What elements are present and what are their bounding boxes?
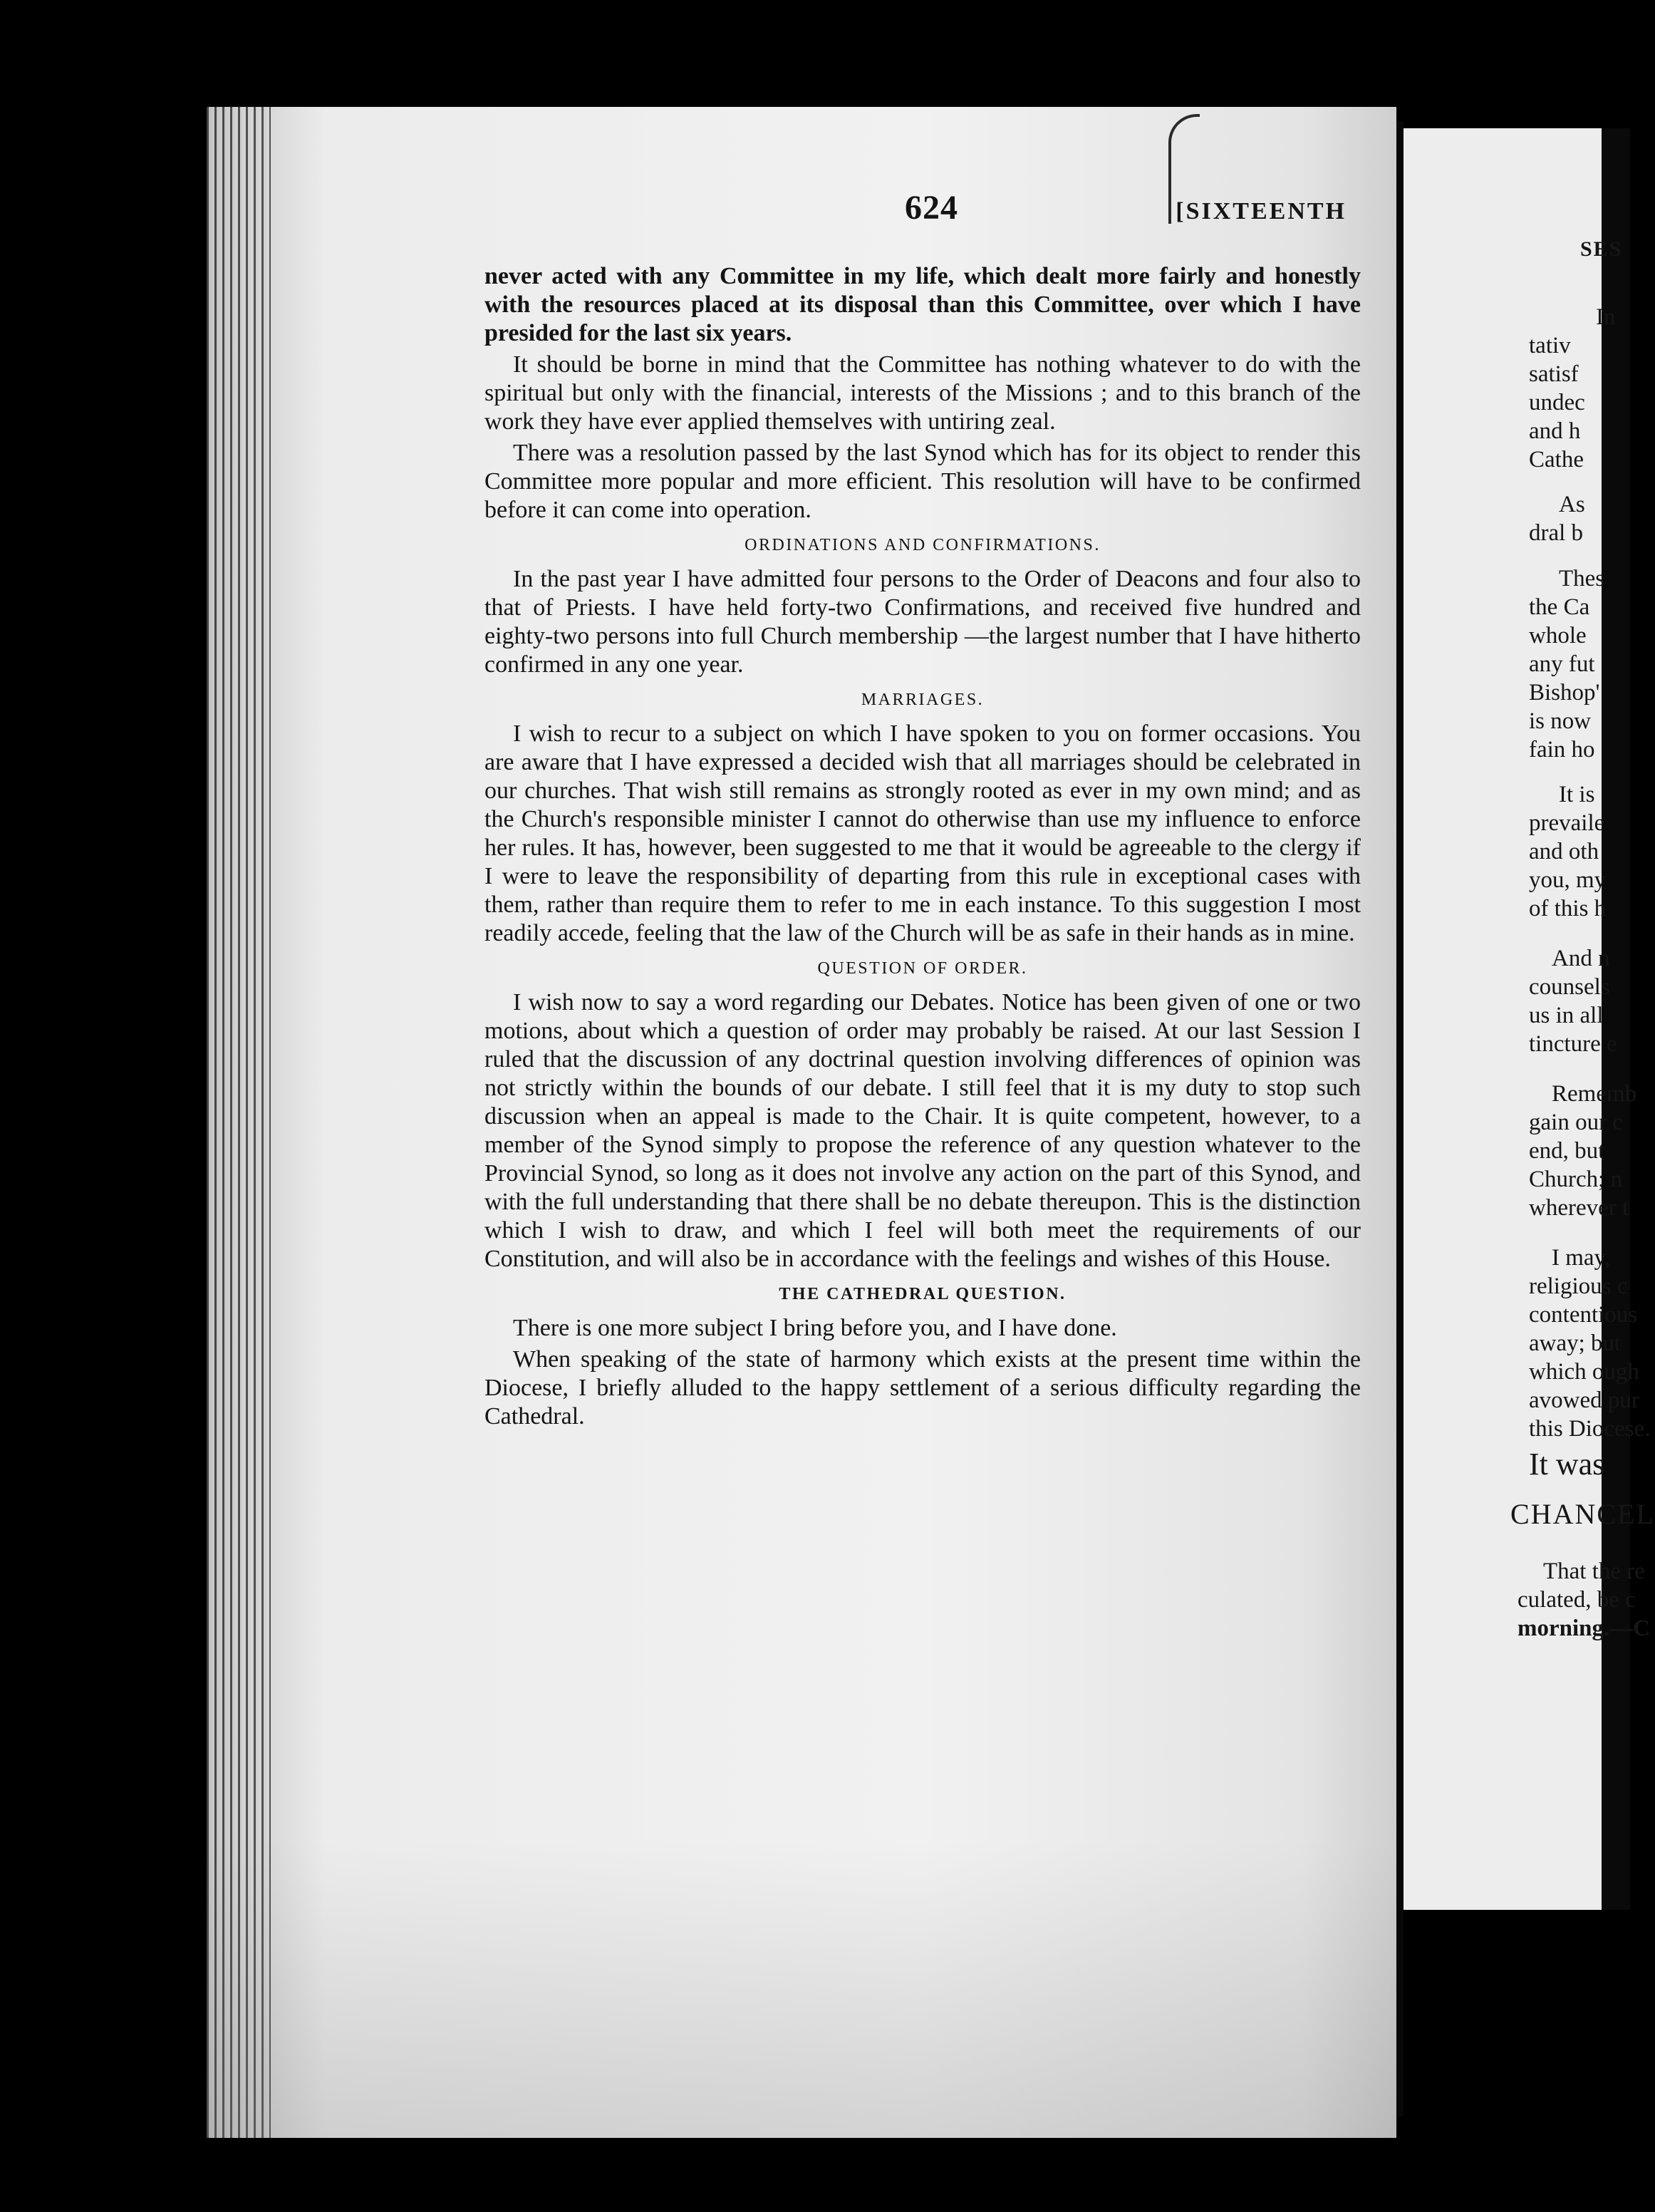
right-page-line: wherever t: [1529, 1195, 1629, 1221]
right-page-line: counsels: [1529, 974, 1610, 1000]
right-page-line: the Ca: [1529, 594, 1590, 620]
right-page-line: Rememb: [1552, 1081, 1637, 1107]
right-page-line: culated, be c: [1517, 1587, 1636, 1613]
right-page-line: And n: [1552, 946, 1610, 971]
right-page-line: tativ: [1529, 333, 1571, 358]
right-page-line: It was: [1529, 1447, 1605, 1482]
right-page-line: prevaile: [1529, 810, 1605, 836]
right-page-line: CHANCEL: [1510, 1498, 1655, 1530]
page-number: 624: [905, 189, 958, 227]
right-page-line: It is: [1559, 782, 1595, 807]
section-heading: MARRIAGES.: [861, 691, 985, 709]
right-page-line: and h: [1529, 418, 1581, 444]
right-page-line: tincture e: [1529, 1031, 1617, 1057]
page-edges: [207, 107, 271, 2138]
page-body: [484, 262, 1361, 1434]
right-page-line: end, but: [1529, 1138, 1605, 1164]
right-page-line: Church; n: [1529, 1167, 1623, 1192]
running-head: [SIXTEENTH: [1176, 198, 1347, 224]
right-page-line: dral b: [1529, 520, 1584, 546]
section-heading: QUESTION OF ORDER.: [817, 959, 1028, 978]
paragraph: There is one more subject I bring before you, and I have done.: [513, 1315, 1117, 1341]
book-gutter: [1396, 121, 1404, 2117]
paragraph: never acted with any Committee in my life, which dealt more fairly and honestly with the resources placed at its disposal than this Committee, over which I have presided for the last six years.: [484, 263, 1361, 346]
right-page-line: Cathe: [1529, 447, 1584, 472]
right-page-line: you, my: [1529, 867, 1607, 893]
right-page-fragment: [1404, 128, 1655, 1910]
right-page-heading: SES: [1580, 237, 1623, 261]
page-header: [484, 185, 1361, 235]
paragraph: It should be borne in mind that the Committee has nothing whatever to do with the spiritual but only with the financial, interests of the Missions ; and to this branch of the work they have ever applied themselves with untiring zeal.: [484, 351, 1361, 435]
section-heading: ORDINATIONS AND CONFIRMATIONS.: [745, 536, 1101, 554]
section-heading: THE CATHEDRAL QUESTION.: [779, 1285, 1067, 1303]
right-page-dark-edge: [1602, 128, 1630, 1910]
right-page-line: undec: [1529, 390, 1585, 415]
paragraph: There was a resolution passed by the last Synod which has for its object to render this Committee more popular and more efficient. This resolution will have to be confirmed before it can come into operation.: [484, 440, 1361, 523]
right-page-line: satisf: [1529, 361, 1579, 387]
page-shading: [207, 1839, 1396, 2138]
right-page-line: of this h: [1529, 896, 1607, 921]
right-page-line: Thes: [1559, 566, 1605, 591]
right-page-line: which ough: [1529, 1359, 1639, 1385]
right-page-line: avowed pur: [1529, 1387, 1639, 1413]
paragraph: I wish now to say a word regarding our Debates. Notice has been given of one or two motions, about which a question of order may probably be raised. At our last Session I ruled that the discussion of any doctrinal question involving differences of opinion was not strictly within the bounds of our debate. I still feel that it is my duty to stop such discussion when an appeal is made to the Chair. It is quite competent, however, to a member of the Synod simply to propose the reference of any question whatever to the Provincial Synod, so long as it does not involve any action on the part of this Synod, and with the full understanding that there shall be no debate thereupon. This is the distinction which I wish to draw, and which I feel will both meet the requirements of our Constitution, and will also be in accordance with the feelings and wishes of this House.: [484, 989, 1361, 1272]
right-page-line: morning.—C: [1517, 1616, 1651, 1641]
right-page-line: religious c: [1529, 1273, 1628, 1299]
right-page-line: any fut: [1529, 651, 1595, 677]
paragraph: When speaking of the state of harmony which exists at the present time within the Diocese, I briefly alluded to the happy settlement of a serious difficulty regarding the Cathedral.: [484, 1346, 1361, 1430]
paragraph: In the past year I have admitted four persons to the Order of Deacons and four also to that of Priests. I have held forty-two Confirmations, and received five hundred and eighty-two persons into full Church membership —the largest number that I have hitherto confirmed in any one year.: [484, 566, 1361, 678]
right-page-line: away; but: [1529, 1330, 1622, 1356]
right-page-line: gain our c: [1529, 1110, 1623, 1135]
right-page-line: this Diocese.: [1529, 1416, 1651, 1442]
right-page-line: fain ho: [1529, 737, 1595, 763]
right-page-line: contentious: [1529, 1302, 1638, 1328]
right-page-line: whole: [1529, 623, 1587, 648]
right-page-line: and oth: [1529, 839, 1599, 864]
right-page-line: In: [1596, 304, 1616, 330]
right-page-line: That the re: [1543, 1559, 1645, 1584]
right-page-line: us in all: [1529, 1003, 1604, 1028]
right-page-line: is now: [1529, 708, 1592, 734]
right-page-line: I may,: [1552, 1245, 1611, 1271]
right-page-line: As: [1559, 492, 1585, 517]
right-page-line: Bishop': [1529, 680, 1600, 706]
paragraph: I wish to recur to a subject on which I have spoken to you on former occasions. You are aware that I have expressed a decided wish that all marriages should be celebrated in our churches. That wish still remains as strongly rooted as ever in my own mind; and as the Church's responsible minister I cannot do otherwise than use my influence to enforce her rules. It has, however, been suggested to me that it would be agreeable to the clergy if I were to leave the responsibility of departing from this rule in exceptional cases with them, rather than require them to refer to me in each instance. To this suggestion I most readily accede, feeling that the law of the Church will be as safe in their hands as in mine.: [484, 720, 1361, 946]
